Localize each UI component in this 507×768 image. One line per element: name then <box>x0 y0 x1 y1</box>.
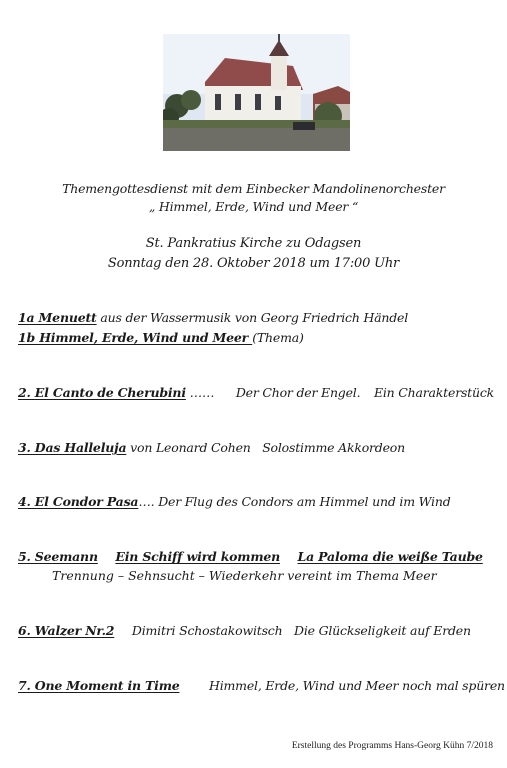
item-description: Dimitri Schostakowitsch <box>131 623 283 638</box>
program-item-1a <box>18 310 408 325</box>
item-title: Ein Schiff wird kommen <box>115 549 280 564</box>
program-item-2 <box>18 385 494 400</box>
item-title: 5. Seemann <box>18 549 98 564</box>
item-description: von Leonard Cohen <box>130 440 251 455</box>
item-title: 1b Himmel, Erde, Wind und Meer <box>18 330 253 345</box>
item-title: 3. Das Halleluja <box>18 440 127 455</box>
item-title: 6. Walzer Nr.2 <box>18 623 115 638</box>
program-item-7 <box>18 678 505 693</box>
header-location: St. Pankratius Kirche zu Odagsen <box>145 236 362 251</box>
footer-credit: Erstellung des Programms Hans-Georg Kühn 7/2018 <box>291 741 493 751</box>
program-item-6 <box>18 623 471 638</box>
item-title: 7. One Moment in Time <box>18 678 180 693</box>
item-title: La Paloma die weiße Taube <box>297 549 483 564</box>
header-date: Sonntag den 28. Oktober 2018 um 17:00 Uhr <box>107 256 400 271</box>
program-item-4 <box>18 494 451 509</box>
item-description: Die Glückseligkeit auf Erden <box>294 623 471 638</box>
item-description: aus der Wassermusik von Georg Friedrich Händel <box>100 310 409 325</box>
item-title: 4. El Condor Pasa <box>18 494 139 509</box>
item-description: Der Flug des Condors am Himmel und im Wind <box>158 494 451 509</box>
item-description: Ein Charakterstück <box>373 385 495 400</box>
item-description: Solostimme Akkordeon <box>262 440 405 455</box>
item-description: (Thema) <box>252 330 304 345</box>
program-item-1b <box>18 330 304 345</box>
item-dots: …… <box>189 385 215 400</box>
program-item-5-subtitle: Trennung – Sehnsucht – Wiederkehr vereint im Thema Meer <box>52 568 437 583</box>
item-title: 1a Menuett <box>18 310 97 325</box>
header-title: Themengottesdienst mit dem Einbecker Mandolinenorchester <box>62 181 445 196</box>
item-description: Der Chor der Engel. <box>235 385 361 400</box>
program-item-3 <box>18 440 405 455</box>
item-description: Himmel, Erde, Wind und Meer noch mal spüren <box>209 678 505 693</box>
item-title: 2. El Canto de Cherubini <box>18 385 186 400</box>
church-photo <box>163 34 350 151</box>
program-item-5 <box>18 549 483 564</box>
item-dots: …. <box>138 494 155 509</box>
header-motto: „ Himmel, Erde, Wind und Meer “ <box>148 199 359 214</box>
